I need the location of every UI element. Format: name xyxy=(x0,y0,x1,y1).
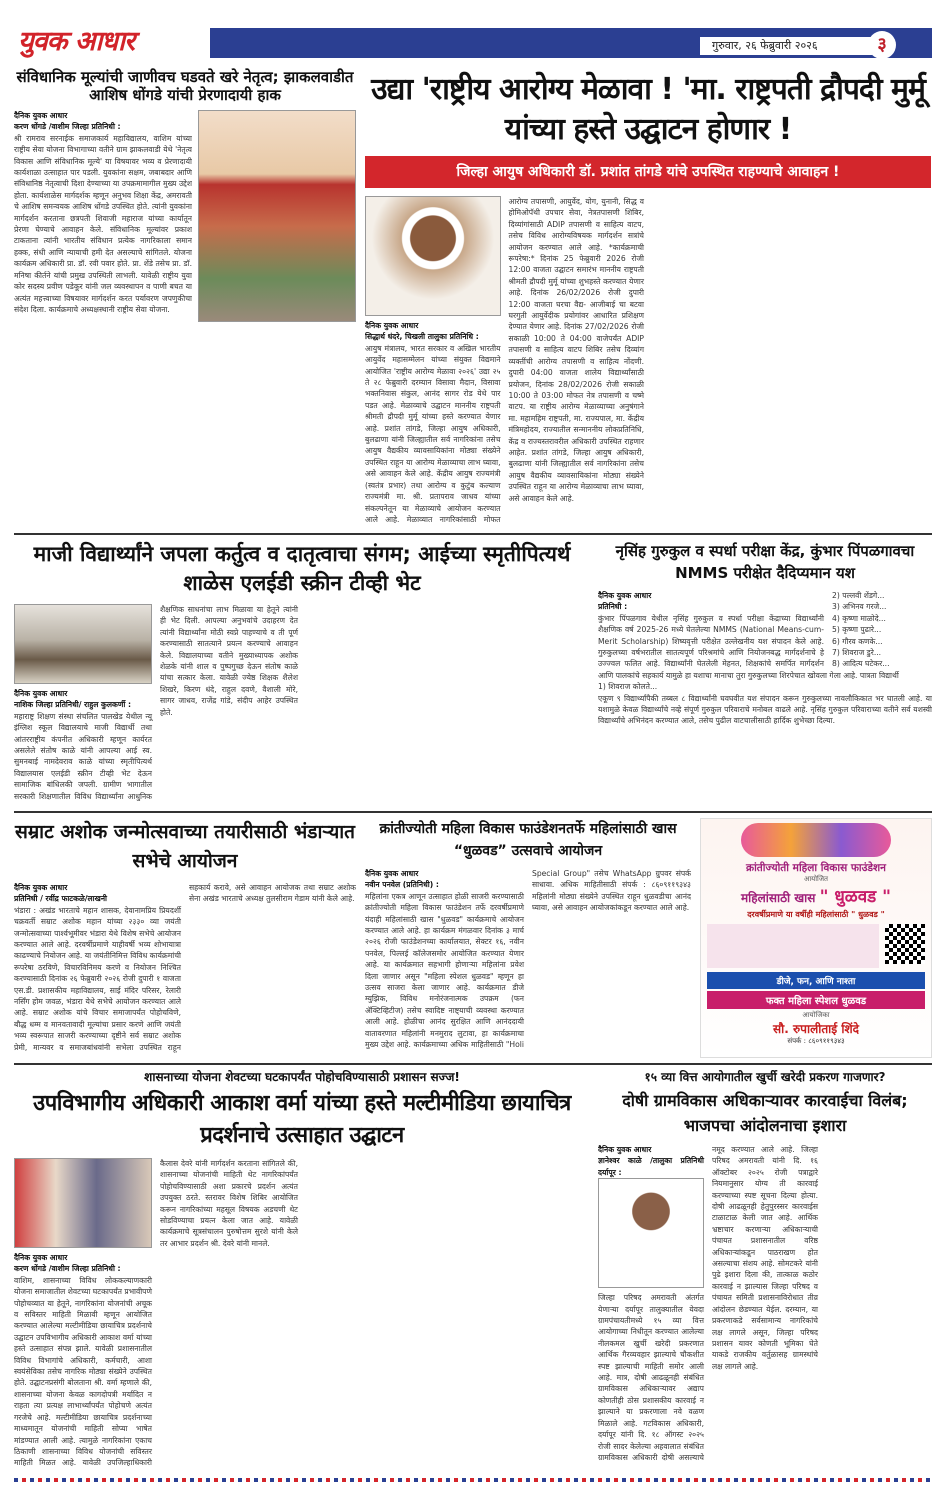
list-item: 6) गौरव कणके... xyxy=(832,636,883,646)
ad-contact: संपर्क : ८६०९११९३४३ xyxy=(787,1037,845,1045)
divider xyxy=(14,533,932,535)
ad-organizer: सौ. रुपालीताई शिंदे xyxy=(773,1022,859,1036)
article3-photo xyxy=(14,604,152,684)
article4-headline: नृसिंह गुरुकुल व स्पर्धा परीक्षा केंद्र, कुंभार पिंपळगावचा NMMS परीक्षेत दैदिप्यमान यश xyxy=(615,542,915,582)
list-item: 5) कृष्णा पुढारे... xyxy=(832,625,882,635)
article7-text: वाशिम, शासनाच्या विविध लोककल्याणकारी योजना समाजातील शेवटच्या घटकापर्यंत प्रभावीपणे पोहोचव्यात या हेतूने, नागरिकांना योजनांची अचूक व सविस्तर माहिती मिळावी म्हणून आयोजित करण्यात आलेल्या मल्टीमीडिया छायाचित्र प्रदर्शनाचे उद्घाटन उपविभागीय अधिकारी आकाश वर्मा यांच्या हस्ते उत्साहात संपन्न झाले. यावेळी प्रशासनातील विविध विभागांचे अधिकारी, कर्मचारी, आशा स्वयंसेविका तसेच नागरिक मोठ्या संख्येने उपस्थित होते. उद्घाटनप्रसंगी बोलताना श्री. वर्मा म्हणाले की, शासनाच्या योजना केवळ कागदोपत्री मर्यादित न राहता त्या प्रत्यक्ष लाभार्थ्यांपर्यंत पोहोचणे अत्यंत गरजेचे आहे. मल्टीमीडिया छायाचित्र प्रदर्शनाच्या माध्यमातून योजनांची माहिती सोप्या भाषेत मांडण्यात आली आहे. त्यामुळे नागरिकांना एकाच ठिकाणी शासनाच्या विविध योजनांची सविस्तर माहिती मिळत आहे. यावेळी उपजिल्हाधिकारी कैलास देवरे यांनी मार्गदर्शन करताना सांगितले की, शासनाच्या योजनांची माहिती थेट नागरिकांपर्यंत पोहोचविण्यासाठी अशा प्रकारचे प्रदर्शन अत्यंत उपयुक्त ठरते. स्तरावर विशेष शिबिर आयोजित करून नागरिकांच्या महसूल विषयक अडचणी थेट सोडविण्याचा प्रयत्न केला जात आहे. यावेळी कार्यक्रमाचे सूत्रसंचालन पुरुषोत्तम सुरशे यांनी केले तर आभार प्रदर्शन श्री. देवरे यांनी मानले. xyxy=(14,1159,298,1468)
article4-reporter: प्रतिनिधी : xyxy=(598,602,628,612)
article5-text: भंडारा : अखंड भारताचे महान शासक, देवानामप्रिय प्रियदर्शी चक्रवर्ती सम्राट अशोक महान यांच्या २३३० व्या जयंती जन्मोत्सवाच्या पार्श्वभूमीवर भंडारा येथे विशेष सभेचे आयोजन करण्यात आले आहे. दरवर्षीप्रमाणे याहीवर्षी भव्य शोभायात्रा काढण्याचे नियोजन आहे. या जयंतीनिमित्त विविध कार्यक्रमांची रूपरेषा ठरविणे, विचारविनिमय करणे व नियोजन निश्चित करण्यासाठी दिनांक २६ फेब्रुवारी २०२६ रोजी दुपारी १ वाजता एस.डी. प्रशासकीय महाविद्यालय, साई मंदिर परिसर, रेलारी नर्सिंग होम जवळ, भंडारा येथे सभेचे आयोजन करण्यात आले आहे. सम्राट अशोक यांचे विचार समाजापर्यंत पोहोचविणे, बौद्ध धम्म व मानवतावादी मूल्यांचा प्रसार करणे आणि जयंती भव्य स्वरूपात साजरी करण्याच्या दृष्टीने सर्व सम्राट अशोक प्रेमी, मान्यवर व समाजबांधवांनी सभेला उपस्थित राहून सहकार्य करावे, असे आवाहन आयोजक तथा सम्राट अशोक सेना अखंड भारताचे अध्यक्ष तुलसीराम गेडाम यांनी केले आहे. xyxy=(14,883,356,1052)
list-item: 8) आदित्य घटेकर... xyxy=(832,659,890,669)
footer-dotted-border xyxy=(14,1478,932,1482)
article7-byline: दैनिक युवक आधार xyxy=(14,1253,68,1262)
article1 xyxy=(14,68,356,528)
article1-reporter: करण धोंगडे /वाशीम जिल्हा प्रतिनिधी : xyxy=(14,122,121,132)
list-item: 1) शिवराज कोलते... xyxy=(598,682,658,692)
list-item: 2) पल्लवी शेंडगे... xyxy=(832,591,885,600)
article3-headline: माजी विद्यार्थ्यांने जपला कर्तुत्व व दातृत्वाचा संगम; आईच्या स्मृतीपित्यर्थ शाळेस एलईडी स्क्रीन टीव्ही भेट xyxy=(33,542,571,595)
article4-byline: दैनिक युवक आधार xyxy=(598,591,652,600)
divider xyxy=(14,1063,932,1065)
article7-body xyxy=(14,1158,590,1472)
article1-body xyxy=(14,110,192,528)
article2-body xyxy=(365,196,931,528)
list-item: 3) अभिनव गरजे... xyxy=(832,602,887,612)
ad-title: क्रांतीज्योती महिला विकास फाउंडेशन xyxy=(746,862,886,874)
strip-left-kicker: शासनाच्या योजना शेवटच्या घटकापर्यंत पोहोचविण्यासाठी प्रशासन सज्ज! xyxy=(144,1070,460,1084)
article6 xyxy=(365,818,691,1060)
article1-photo xyxy=(198,110,356,322)
newspaper-logo: युवक आधार xyxy=(14,25,210,59)
ad-organizer-label: आयोजिका xyxy=(802,1011,830,1019)
article5-body xyxy=(14,882,356,1060)
ad-special: फक्त महिला स्पेशल धुळवड xyxy=(707,991,925,1009)
article6-body xyxy=(365,868,691,1060)
article2-banner: जिल्हा आयुष अधिकारी डॉ. प्रशांत तांगडे यांचे उपस्थित राहण्याचे आवाहन ! xyxy=(365,156,931,188)
article1-text: श्री रामराव सरनाईक समाजकार्य महाविद्यालय, वाशिम यांच्या राष्ट्रीय सेवा योजना विभागाच्या वतीने ग्राम झाकलवाडी येथे 'नेतृत्व विकास आणि संविधानिक मूल्ये' या विषयावर भव्य व प्रेरणादायी कार्यशाळा उत्साहात पार पडली. युवकांना सक्षम, जबाबदार आणि संविधानिष्ठ नेतृत्वाची दिशा देण्याच्या या उपक्रमामागील मुख्य उद्देश होता. कार्यशाळेस मार्गदर्शक म्हणून अनुभव शिक्षा केंद्र, अमरावती चे आशिष समन्वयक आशिष धोंगडे उपस्थित होते. त्यांनी युवकांना मार्गदर्शन करताना छत्रपती शिवाजी महाराज यांच्या कार्यातून प्रेरणा घेण्याचे आवाहन केले. संविधानिक मूल्यांवर प्रकाश टाकताना त्यांनी भारतीय संविधान प्रत्येक नागरिकाला समान हक्क, संधी आणि न्यायाची हमी देत असल्याचे सांगितले. योजना कार्यक्रम अधिकारी प्रा. डॉ. रवी पवार होते. प्रा. शेंडे तसेच प्रा. डॉ. मनिषा कीर्तने यांची प्रमुख उपस्थिती लाभली. यावेळी राष्ट्रीय युवा कोर सदस्य प्रवीण पडेकूर यांनी जल व्यवस्थापन व पाणी बचत या अत्यंत महत्त्वाच्या विषयावर मार्गदर्शन करत पर्यावरण जपणुकीचा संदेश दिला. कार्यक्रमाचे अध्यक्षस्थानी राष्ट्रीय सेवा योजना. xyxy=(14,133,192,314)
article7 xyxy=(14,1088,590,1472)
ad-subtitle: आयोजित xyxy=(803,875,829,883)
article3-body xyxy=(14,604,590,806)
article3 xyxy=(14,540,590,806)
article8-body xyxy=(598,1144,932,1472)
article4-body xyxy=(598,590,932,806)
article4-text: कुंभार पिंपळगाव येथील नृसिंह गुरुकुल व स्पर्धा परीक्षा केंद्राच्या विद्यार्थ्यांनी शैक्षणिक वर्ष 2025-26 मध्ये घेतलेल्या NMMS (National Means-cum-Merit Scholarship) शिष्यवृत्ती परीक्षेत उल्लेखनीय यश संपादन केले आहे. गुरुकुलच्या वर्षभरातील सातत्यपूर्ण परिश्रमांचे आणि नियोजनबद्ध मार्गदर्शनाचे हे उज्ज्वल फलित आहे. विद्यार्थ्यांनी घेतलेली मेहनत, शिक्षकांचे समर्पित मार्गदर्शन आणि पालकांचे सहकार्य यामुळे हा यशाचा मानाचा तुरा गुरुकुलच्या शिरपेचात खोवला गेला आहे. पात्रता विद्यार्थी xyxy=(598,613,899,680)
article1-byline: दैनिक युवक आधार xyxy=(14,111,68,120)
article8 xyxy=(598,1088,932,1472)
article2-text: आयुष मंत्रालय, भारत सरकार व अखिल भारतीय आयुर्वेद महासम्मेलन यांच्या संयुक्त विद्यमाने आयोजित 'राष्ट्रीय आरोग्य मेळावा २०२६' उद्या २५ ते २८ फेब्रुवारी दरम्यान विसावा मैदान, विसावा भक्तनिवास संकुल, आनंद सागर रोड येथे पार पडत आहे. मेळाव्याचे उद्घाटन माननीय राष्ट्रपती श्रीमती द्रौपदी मुर्मू यांच्या हस्ते करण्यात येणार आहे. प्रशांत तांगडे, जिल्हा आयुष अधिकारी, बुलढाणा यांनी जिल्ह्यातील सर्व नागरिकांना तसेच आयुष वैद्यकीय व्यावसायिकांना मोठ्या संख्येने उपस्थित राहून या आरोग्य मेळाव्याचा लाभ घ्यावा, असे आवाहन केले आहे. केंद्रीय आयुष राज्यमंत्री (स्वतंत्र प्रभार) तथा आरोग्य व कुटुंब कल्याण राज्यमंत्री मा. श्री. प्रतापराव जाधव यांच्या संकल्पनेतून या मेळाव्याचे आयोजन करण्यात आले आहे. मेळाव्यात नागरिकांसाठी मोफत आरोग्य तपासणी, आयुर्वेद, योग, युनानी, सिद्ध व होमिओपॅथी उपचार सेवा, नेत्रतपासणी शिबिर, दिव्यांगांसाठी ADIP तपासणी व साहित्य वाटप, तसेच विविध आरोग्यविषयक मार्गदर्शन सत्रांचे आयोजन करण्यात आले आहे. *कार्यक्रमाची रूपरेषा:* दिनांक 25 फेब्रुवारी 2026 रोजी 12:00 वाजता उद्घाटन समारंभ माननीय राष्ट्रपती श्रीमती द्रौपदी मुर्मू यांच्या शुभहस्ते करण्यात येणार आहे. दिनांक 26/02/2026 रोजी दुपारी 12:00 वाजता घरचा वैद्य- आजीबाई चा बटवा घरगुती आयुर्वेदीक प्रयोगांवर आधारित प्रशिक्षण देण्यात येणार आहे. दिनांक 27/02/2026 रोजी सकाळी 10:00 ते 04:00 वाजेपर्यंत ADIP तपासणी व साहित्य वाटप शिबिर तसेच दिव्यांग व्यक्तींची आरोग्य तपासणी व साहित्य नोंदणी. दुपारी 04:00 वाजता शालेय विद्यार्थ्यांसाठी प्रयोजन, दिनांक 28/02/2026 रोजी सकाळी 10:00 ते 03:00 मोफत नेत्र तपासणी व चष्मे वाटप. या राष्ट्रीय आरोग्य मेळाव्याच्या अनुषंगाने मा. महामहिम राष्ट्रपती, मा. राज्यपाल, मा. केंद्रीय मंत्रिमहोदय, राज्यातील सन्माननीय लोकप्रतिनिधि, केंद्र व राज्यस्तरावरील अधिकारी उपस्थित राहणार आहेत. प्रशांत तांगडे, जिल्हा आयुष अधिकारी, बुलढाणा यांनी जिल्ह्यातील सर्व नागरिकांना तसेच आयुष वैद्यकीय व्यावसायिकांना मोठ्या संख्येने उपस्थित राहून या आरोग्य मेळाव्याचा लाभ घ्यावा, असे आवाहन केले आहे. xyxy=(365,197,644,524)
qr-code xyxy=(885,924,925,964)
ad-event-prefix: महिलांसाठी खास xyxy=(740,891,816,905)
article8-byline: दैनिक युवक आधार xyxy=(598,1145,652,1154)
article7-reporter: करण धोंगडे /वाशीम जिल्हा प्रतिनिधी : xyxy=(14,1264,121,1274)
article6-headline: क्रांतीज्योती महिला विकास फाउंडेशनतर्फे महिलांसाठी खास “धुळवड” उत्सवाचे आयोजन xyxy=(379,821,677,859)
article5 xyxy=(14,818,356,1060)
article3-reporter: नाशिक जिल्हा प्रतिनिधी/ राहुल कुलकर्णी : xyxy=(14,700,132,710)
divider xyxy=(14,811,932,813)
dhulwad-advertisement xyxy=(700,818,932,1058)
article2-headline: उद्या 'राष्ट्रीय आरोग्य मेळावा ! 'मा. राष्ट्रपती द्रौपदी मुर्मू यांच्या हस्ते उद्घाटन होणार ! xyxy=(371,72,925,147)
list-item: 7) शिवराज डुरे... xyxy=(832,648,882,658)
article5-byline: दैनिक युवक आधार xyxy=(14,883,68,892)
list-item: 4) कृष्णा माळोदे... xyxy=(832,613,886,623)
article2-reporter: सिद्धार्थ धंदरे, चिखली तालुका प्रतिनिधि : xyxy=(365,332,479,342)
article6-text: महिलांना एकत्र आणून उत्साहात होळी साजरी करण्यासाठी क्रांतीज्योती महिला विकास फाउंडेशन तर्फे दरवर्षीप्रमाणे यंदाही महिलांसाठी खास "धुळवड" कार्यक्रमाचे आयोजन करण्यात आले आहे. हा कार्यक्रम मंगळवार दिनांक ३ मार्च २०२६ रोजी फाउंडेशनच्या कार्यालयात, सेक्टर १६, नवीन पनवेल, पिल्लई कॉलेजसमोर आयोजित करण्यात येणार आहे. या कार्यक्रमात सहभागी होणाऱ्या महिलांना प्रवेश दिला जाणार असून "महिला स्पेशल धुळवड" म्हणून हा उत्सव साजरा केला जाणार आहे. कार्यक्रमात डीजे म्युझिक, विविध मनोरंजनात्मक उपक्रम (फन ॲक्टिव्हिटीज) तसेच स्वादिष्ट नाष्ट्याची व्यवस्था करण्यात आली आहे. होळीचा आनंद सुरक्षित आणि आनंददायी वातावरणात महिलांनी मनमुराद लुटावा, हा कार्यक्रमाचा मुख्य उद्देश आहे. कार्यक्रमाच्या अधिक माहितीसाठी "Holi Special Group" तसेच WhatsApp ग्रुपवर संपर्क साधावा. अधिक माहितीसाठी संपर्क : ८६०९११९३४३ महिलांनी मोठ्या संख्येने उपस्थित राहून धुळवडीचा आनंद घ्यावा, असे आवाहन आयोजकांकडून करण्यात आले आहे. xyxy=(365,869,691,1050)
ad-features: डीजे, फन, आणि नाश्ता xyxy=(707,972,925,989)
article6-byline: दैनिक युवक आधार xyxy=(365,869,419,878)
page-number: ३ xyxy=(868,31,896,59)
article4-text2: एकूण ९ विद्यार्थ्यांपैकी तब्बल ८ विद्यार्थ्यांनी घवघवीत यश संपादन करून गुरुकुलच्या नावलौकिकात भर घातली आहे. या यशामुळे केवळ विद्यार्थ्यांचे नव्हे संपूर्ण गुरुकुल परिवाराचे मनोबल वाढले आहे. नृसिंह गुरुकुल परिवाराच्या वतीने सर्व यशस्वी विद्यार्थ्यांचे अभिनंदन करण्यात आले, तसेच पुढील वाटचालीसाठी हार्दिक शुभेच्छा दिल्या. xyxy=(598,693,932,726)
ad-event: " धुळवड " xyxy=(819,887,892,907)
article3-byline: दैनिक युवक आधार xyxy=(14,689,68,698)
article2-byline: दैनिक युवक आधार xyxy=(365,321,419,330)
article3-text: महाराष्ट्र शिक्षण संस्था संचलित पालखेड येथील न्यू इंग्लिश स्कूल विद्यालयाचे माजी विद्यार्थी तथा आंतरराष्ट्रीय कंपनीत अधिकारी म्हणून कार्यरत असलेले संतोष काळे यांनी आपल्या आई स्व. सुमनबाई नामदेवराव काळे यांच्या स्मृतीपित्यर्थ विद्यालयास एलईडी स्क्रीन टीव्ही भेट देऊन सामाजिक बांधिलकी जपली. ग्रामीण भागातील सरकारी शिक्षणातील विविध विद्यार्थ्यांना आधुनिक शैक्षणिक साधनांचा लाभ मिळावा या हेतूने त्यांनी ही भेट दिली. आपल्या अनुभवांचे उदाहरण देत त्यांनी विद्यार्थ्यांना मोठी स्वप्ने पाहण्याचे व ती पूर्ण करण्यासाठी सातत्याने प्रयत्न करण्याचे आवाहन केले. विद्यालयाच्या वतीने मुख्याध्यापक अशोक शेळके यांनी शाल व पुष्पगुच्छ देऊन संतोष काळे यांचा सत्कार केला. यावेळी ज्येष्ठ शिक्षक शैलेश शिखरे, किरण धंदे, राहुल दवणे, वैशाली मोरे, सागर जाधव, राजेंद्र गांडे, संदीप आहेर उपस्थित होते. xyxy=(14,605,298,801)
president-photo xyxy=(365,196,501,316)
article8-reporter: ज्ञानेश्वर काळे /तालुका प्रतिनिधी दर्यापूर : xyxy=(598,1156,704,1177)
article5-reporter: प्रतिनिधी / रवींद्र फाटकळे/लाखनी xyxy=(14,894,107,904)
article8-portrait xyxy=(598,1178,704,1288)
issue-date: गुरुवार, २६ फेब्रुवारी २०२६ xyxy=(700,37,872,55)
ad-tagline: दरवर्षीप्रमाणे या वर्षीही महिलांसाठी " धुळवड " xyxy=(747,910,885,919)
article5-headline: सम्राट अशोक जन्मोत्सवाच्या तयारीसाठी भंडाऱ्यात सभेचे आयोजन xyxy=(14,821,356,872)
strip-right-kicker: १५ व्या वित्त आयोगातील खुर्ची खरेदी प्रकरण गाजणार? xyxy=(644,1070,886,1084)
article7-headline: उपविभागीय अधिकारी आकाश वर्मा यांच्या हस्ते मल्टीमीडिया छायाचित्र प्रदर्शनाचे उत्साहात उद्घाटन xyxy=(33,1091,571,1148)
article7-photo xyxy=(14,1158,152,1248)
article8-text: जिल्हा परिषद अमरावती अंतर्गत येणाऱ्या दर्यापूर तालुक्यातील येवदा ग्रामपंचायतीमध्ये १५ व्या वित्त आयोगाच्या निधीतून करण्यात आलेल्या नीलकमल खुर्ची खरेदी प्रकरणात आर्थिक गैरव्यवहार झाल्याचे चौकशीत स्पष्ट झाल्याची माहिती समोर आली आहे. मात्र, दोषी आढळूनही संबंधित ग्रामविकास अधिकाऱ्यावर अद्याप कोणतीही ठोस प्रशासकीय कारवाई न झाल्याने या प्रकरणाला नवे वळण मिळाले आहे. गटविकास अधिकारी, दर्यापूर यांनी दि. १८ ऑगस्ट २०२५ रोजी सादर केलेल्या अहवालात संबंधित ग्रामविकास अधिकारी दोषी असल्याचे नमूद करण्यात आले आहे. जिल्हा परिषद अमरावती यांनी दि. १६ ऑक्टोबर २०२५ रोजी पत्राद्वारे नियमानुसार योग्य ती कारवाई करण्याच्या स्पष्ट सूचना दिल्या होत्या. दोषी आढळूनही हेतुपुरस्सर कारवाईस टाळाटाळ केली जात आहे. आर्थिक भ्रष्टाचार करणाऱ्या अधिकाऱ्याची पंचायत प्रशासनातील वरिष्ठ अधिकाऱ्यांकडून पाठराखण होत असल्याचा संशय आहे. सोमटकरे यांनी पुढे इशारा दिला की, तात्काळ कठोर कारवाई न झाल्यास जिल्हा परिषद व पंचायत समिती प्रशासनाविरोधात तीव्र आंदोलन छेडण्यात येईल. दरम्यान, या प्रकरणाकडे सर्वसामान्य नागरिकांचे लक्ष लागले असून, जिल्हा परिषद प्रशासन यावर कोणती भूमिका घेते याकडे राजकीय वर्तुळासह ग्रामस्थांचे लक्ष लागले आहे. xyxy=(598,1145,818,1462)
article6-reporter: नवीन पनवेल (प्रतिनिधी) : xyxy=(365,880,439,890)
ad-details xyxy=(707,924,879,968)
women-portraits xyxy=(741,823,891,857)
article2 xyxy=(365,70,931,528)
article4 xyxy=(598,540,932,806)
article8-headline: दोषी ग्रामविकास अधिकाऱ्यावर कारवाईचा विलंब; भाजपचा आंदोलनाचा इशारा xyxy=(622,1091,908,1135)
article4-list xyxy=(832,590,932,670)
article1-headline: संविधानिक मूल्यांची जाणीवच घडवते खरे नेतृत्व; झाकलवाडीत आशिष धोंगडे यांची प्रेरणादायी हाक xyxy=(16,68,354,104)
